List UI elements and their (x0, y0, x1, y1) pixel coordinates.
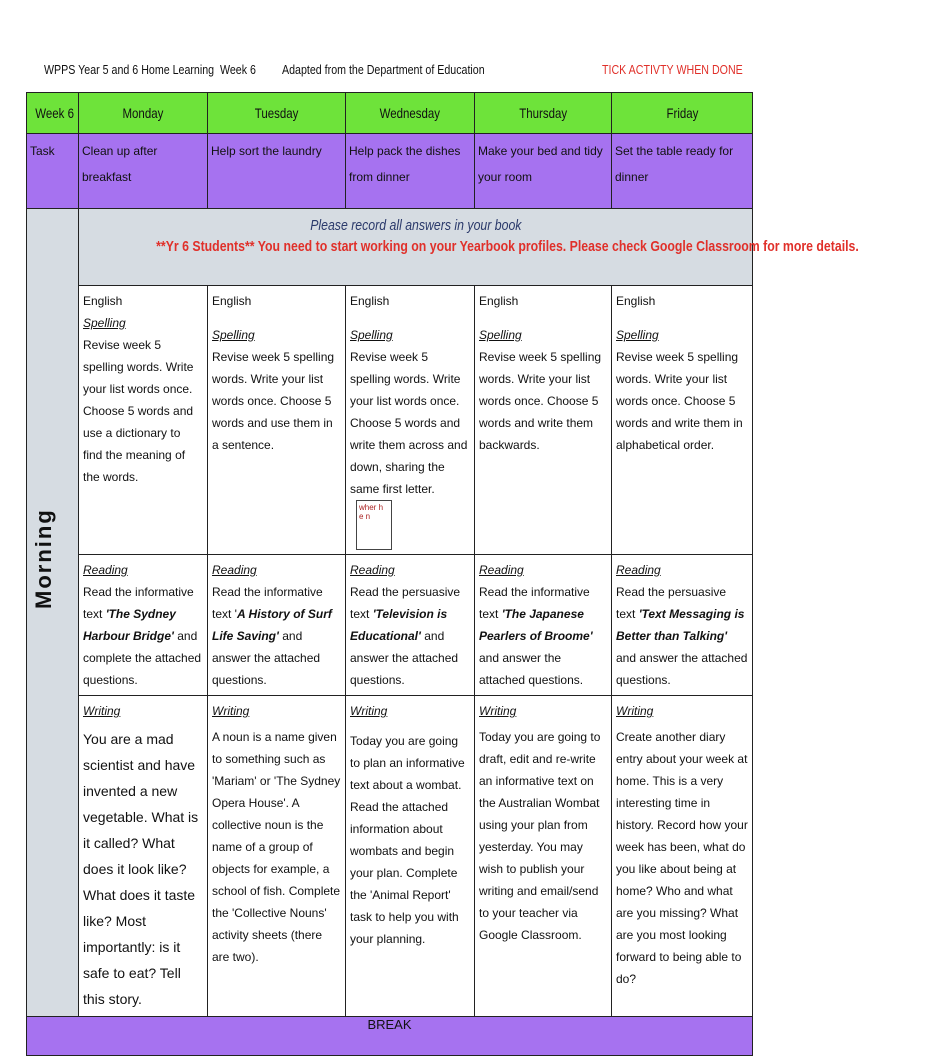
english-friday: English Spelling Revise week 5 spelling words. Write your list words once. Choose 5 words and write them in alphabetical order. (612, 286, 753, 555)
header-tick: TICK ACTIVTY WHEN DONE (602, 62, 743, 77)
reading-tuesday: Reading Read the informative text 'A History of Surf Life Saving' and answer the attached questions. (208, 555, 346, 696)
writing-tuesday: Writing A noun is a name given to something such as 'Mariam' or 'The Sydney Opera House'. A collective noun is the name of a group of objects for example, a school of fish. Complete the 'Collective Nouns' activity sheets (there are two). (208, 696, 346, 1017)
header-adapted: Adapted from the Department of Education (282, 62, 485, 77)
week-label: Week 6 (27, 93, 79, 134)
reading-wednesday: Reading Read the persuasive text 'Television is Educational' and answer the attached questions. (346, 555, 475, 696)
day-friday: Friday (612, 93, 753, 134)
english-monday: English Spelling Revise week 5 spelling words. Write your list words once. Choose 5 words and use a dictionary to find the meaning of the words. (79, 286, 208, 555)
writing-friday: Writing Create another diary entry about your week at home. This is a very interesting time in history. Record how your week has been, what do you like about being at home? Who and what are you missing? What are you most looking forward to being able to do? (612, 696, 753, 1017)
break-row (27, 1017, 753, 1056)
task-wednesday: Help pack the dishes from dinner (346, 134, 475, 209)
task-thursday: Make your bed and tidy your room (475, 134, 612, 209)
morning-cell (27, 209, 79, 1017)
reading-monday: Reading Read the informative text 'The Sydney Harbour Bridge' and complete the attached questions. (79, 555, 208, 696)
reading-thursday: Reading Read the informative text 'The Japanese Pearlers of Broome' and answer the attached questions. (475, 555, 612, 696)
writing-wednesday: Writing Today you are going to plan an informative text about a wombat. Read the attached information about wombats and begin your plan. Complete the 'Animal Report' task to help you with your planning. (346, 696, 475, 1017)
english-thursday: English Spelling Revise week 5 spelling words. Write your list words once. Choose 5 words and write them backwards. (475, 286, 612, 555)
notice-line2: **Yr 6 Students** You need to start working on your Yearbook profiles. Please check Google Classroom for more details. (156, 238, 859, 255)
day-monday: Monday (79, 93, 208, 134)
spelling-example-box: wher h e n (356, 500, 392, 550)
task-row (27, 134, 753, 209)
writing-row (27, 696, 753, 1017)
days-row (27, 93, 753, 134)
task-label: Task (27, 134, 79, 209)
header-school: WPPS Year 5 and 6 Home Learning (44, 62, 215, 77)
english-row (27, 286, 753, 555)
day-thursday: Thursday (475, 93, 612, 134)
task-tuesday: Help sort the laundry (208, 134, 346, 209)
notice-cell (79, 209, 859, 286)
english-wednesday: English Spelling Revise week 5 spelling words. Write your list words once. Choose 5 words and write them across and down, sharing the same first letter. wher h e n (346, 286, 475, 555)
notice-line1: Please record all answers in your book (309, 217, 522, 234)
morning-label: Morning (31, 508, 56, 609)
timetable (26, 92, 859, 1056)
day-wednesday: Wednesday (346, 93, 475, 134)
task-friday: Set the table ready for dinner (612, 134, 753, 209)
notice-row (27, 209, 753, 286)
break-cell: BREAK (27, 1017, 753, 1056)
header-week: Week 6 (220, 62, 256, 77)
day-tuesday: Tuesday (208, 93, 346, 134)
writing-monday: Writing You are a mad scientist and have invented a new vegetable. What is it called? What does it look like? What does it taste like? Most importantly: is it safe to eat? Tell this story. (79, 696, 208, 1017)
task-monday: Clean up after breakfast (79, 134, 208, 209)
reading-friday: Reading Read the persuasive text 'Text Messaging is Better than Talking' and answer the attached questions. (612, 555, 753, 696)
reading-row (27, 555, 753, 696)
english-tuesday: English Spelling Revise week 5 spelling words. Write your list words once. Choose 5 words and use them in a sentence. (208, 286, 346, 555)
writing-thursday: Writing Today you are going to draft, edit and re-write an informative text on the Australian Wombat using your plan from yesterday. You may wish to publish your writing and email/send to your teacher via Google Classroom. (475, 696, 612, 1017)
